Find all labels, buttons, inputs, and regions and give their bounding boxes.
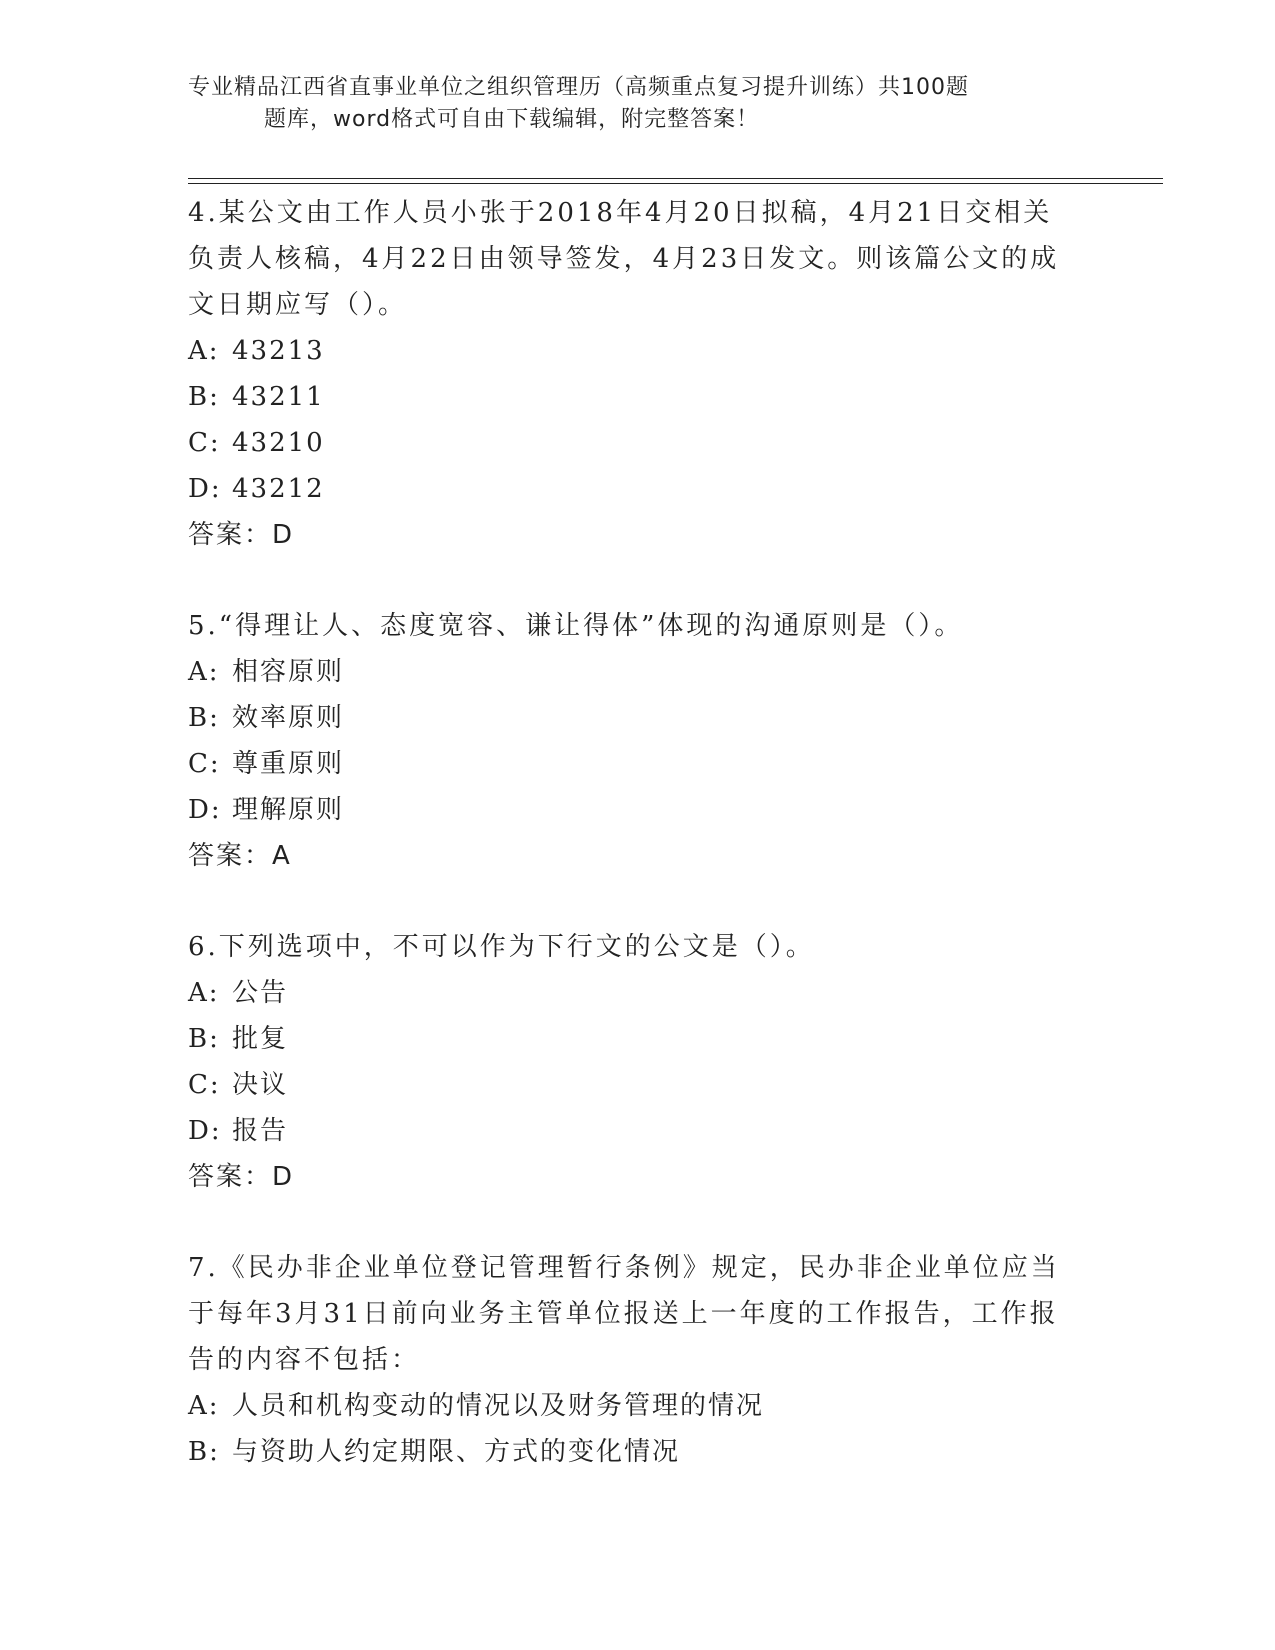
option-b	[188, 374, 1088, 420]
spacer	[188, 558, 1088, 603]
option-a	[188, 1383, 1088, 1429]
option-text: 与资助人约定期限、方式的变化情况	[232, 1437, 681, 1467]
option-label: C:	[188, 428, 221, 458]
option-text: 尊重原则	[232, 749, 345, 779]
answer: 答案：D	[188, 1162, 295, 1192]
option-a	[188, 970, 1088, 1016]
option-text: 43213	[232, 336, 325, 366]
option-label: A:	[188, 1391, 220, 1421]
option-text: 效率原则	[232, 703, 345, 733]
option-d	[188, 466, 1088, 512]
option-label: C:	[188, 1070, 221, 1100]
option-text: 43212	[232, 474, 325, 504]
document-header	[188, 72, 1048, 136]
option-label: B:	[188, 1024, 220, 1054]
option-label: D:	[188, 474, 222, 504]
option-text: 批复	[232, 1024, 289, 1054]
option-a	[188, 649, 1088, 695]
option-a	[188, 328, 1088, 374]
question-text: 7.《民办非企业单位登记管理暂行条例》规定，民办非企业单位应当于每年3月31日前向业务主管单位报送上一年度的工作报告，工作报告的内容不包括：	[188, 1253, 1060, 1375]
answer: 答案：A	[188, 841, 292, 871]
option-label: D:	[188, 1116, 222, 1146]
option-text: 报告	[232, 1116, 289, 1146]
question-text: 6.下列选项中，不可以作为下行文的公文是（）。	[188, 932, 815, 962]
question-4	[188, 190, 1088, 558]
header-divider-top	[188, 178, 1163, 179]
spacer	[188, 1200, 1088, 1245]
option-text: 43210	[232, 428, 325, 458]
option-c	[188, 741, 1088, 787]
option-text: 理解原则	[232, 795, 345, 825]
question-text: 5.“得理让人、态度宽容、谦让得体”体现的沟通原则是（）。	[188, 611, 964, 641]
option-d	[188, 787, 1088, 833]
option-label: B:	[188, 1437, 220, 1467]
option-c	[188, 1062, 1088, 1108]
spacer	[188, 879, 1088, 924]
option-b	[188, 1429, 1088, 1475]
option-label: A:	[188, 657, 220, 687]
option-label: C:	[188, 749, 221, 779]
question-text: 4.某公文由工作人员小张于2018年4月20日拟稿，4月21日交相关负责人核稿，4月22日由领导签发，4月23日发文。则该篇公文的成文日期应写（）。	[188, 198, 1060, 320]
option-text: 人员和机构变动的情况以及财务管理的情况	[232, 1391, 765, 1421]
question-list	[188, 190, 1088, 1475]
header-line-2: 题库，word格式可自由下载编辑，附完整答案！	[264, 107, 760, 132]
option-b	[188, 1016, 1088, 1062]
option-text: 公告	[232, 978, 289, 1008]
question-6	[188, 924, 1088, 1200]
option-label: B:	[188, 703, 220, 733]
option-label: A:	[188, 336, 220, 366]
answer: 答案：D	[188, 520, 295, 550]
option-label: D:	[188, 795, 222, 825]
option-text: 决议	[232, 1070, 289, 1100]
option-text: 相容原则	[232, 657, 345, 687]
header-line-1: 专业精品江西省直事业单位之组织管理历（高频重点复习提升训练）共100题	[188, 75, 969, 100]
option-label: B:	[188, 382, 220, 412]
option-b	[188, 695, 1088, 741]
option-text: 43211	[232, 382, 325, 412]
question-7	[188, 1245, 1088, 1475]
option-d	[188, 1108, 1088, 1154]
option-label: A:	[188, 978, 220, 1008]
option-c	[188, 420, 1088, 466]
question-5	[188, 603, 1088, 879]
header-divider-bottom	[188, 183, 1163, 184]
